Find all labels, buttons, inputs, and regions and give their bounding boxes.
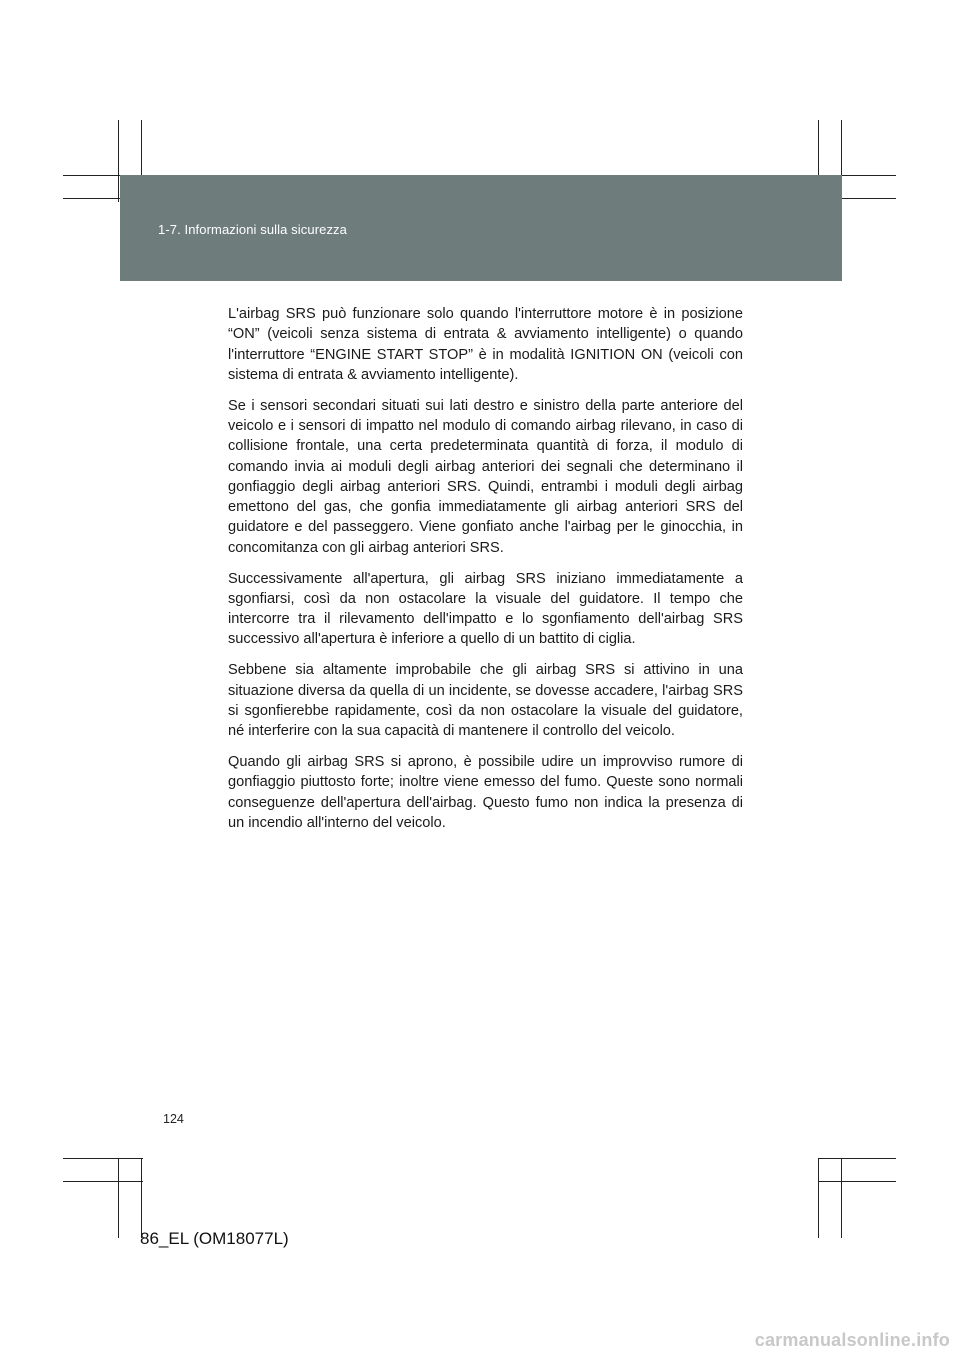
crop-mark <box>818 1158 819 1238</box>
crop-mark <box>841 1158 842 1238</box>
document-code: 86_EL (OM18077L) <box>140 1229 289 1248</box>
paragraph-unexpected-deployment: Sebbene sia altamente improbabile che gli airbag SRS si attivino in una situazione diversa da quella di un incidente, se dovesse accadere, l'airbag SRS si sgonfierebbe rapidamente, così da non ostacolare la visuale del guidatore, né interferire con la sua capacità di mantenere il controllo del veicolo. <box>228 662 743 740</box>
crop-mark <box>63 1181 143 1182</box>
paragraph-noise-smoke: Quando gli airbag SRS si aprono, è possibile udire un improvviso rumore di gonfiaggio piuttosto forte; inoltre viene emesso del fumo. Queste sono normali conseguenze dell'apertura dell'airbag. Questo fumo non indica la presenza di un incendio all'interno del veicolo. <box>228 753 743 831</box>
watermark: carmanualsonline.info <box>754 1330 950 1350</box>
section-title: 1-7. Informazioni sulla sicurezza <box>158 222 347 237</box>
section-header-band <box>120 175 842 281</box>
paragraph-airbag-activation: L'airbag SRS può funzionare solo quando l'interruttore motore è in posizione “ON” (veicoli senza sistema di entrata & avviamento intelligente) o quando l'interruttore “ENGINE START STOP” è in modalità IGNITION ON (veicoli con sistema di entrata & avviamento intelligente). <box>228 306 743 383</box>
crop-mark <box>118 120 119 202</box>
crop-mark <box>118 1158 119 1238</box>
crop-mark <box>141 1158 142 1238</box>
paragraph-deflation: Successivamente all'apertura, gli airbag SRS iniziano immediatamente a sgonfiarsi, così da non ostacolare la visuale del guidatore. Il tempo che intercorre tra il rilevamento dell'impatto e lo sgonfiamento dell'airbag SRS successivo all'apertura è inferiore a quello di un battito di ciglia. <box>228 570 743 648</box>
crop-mark <box>818 1158 896 1159</box>
crop-mark <box>63 1158 143 1159</box>
page-number: 124 <box>163 1112 184 1126</box>
crop-mark <box>818 1181 896 1182</box>
paragraph-sensors: Se i sensori secondari situati sui lati destro e sinistro della parte anteriore del veicolo e i sensori di impatto nel modulo di comando airbag rilevano, in caso di collisione frontale, una certa predeterminata quantità di forza, il modulo di comando invia ai moduli degli airbag anteriori dei segnali che determinano il gonfiaggio degli airbag anteriori SRS. Quindi, entrambi i moduli degli airbag emettono del gas, che gonfia immediatamente gli airbag anteriori SRS del guidatore e del passeggero. Viene gonfiato anche l'airbag per le ginocchia, in concomitanza con gli airbag anteriori SRS. <box>228 397 743 556</box>
body-text <box>228 304 743 844</box>
